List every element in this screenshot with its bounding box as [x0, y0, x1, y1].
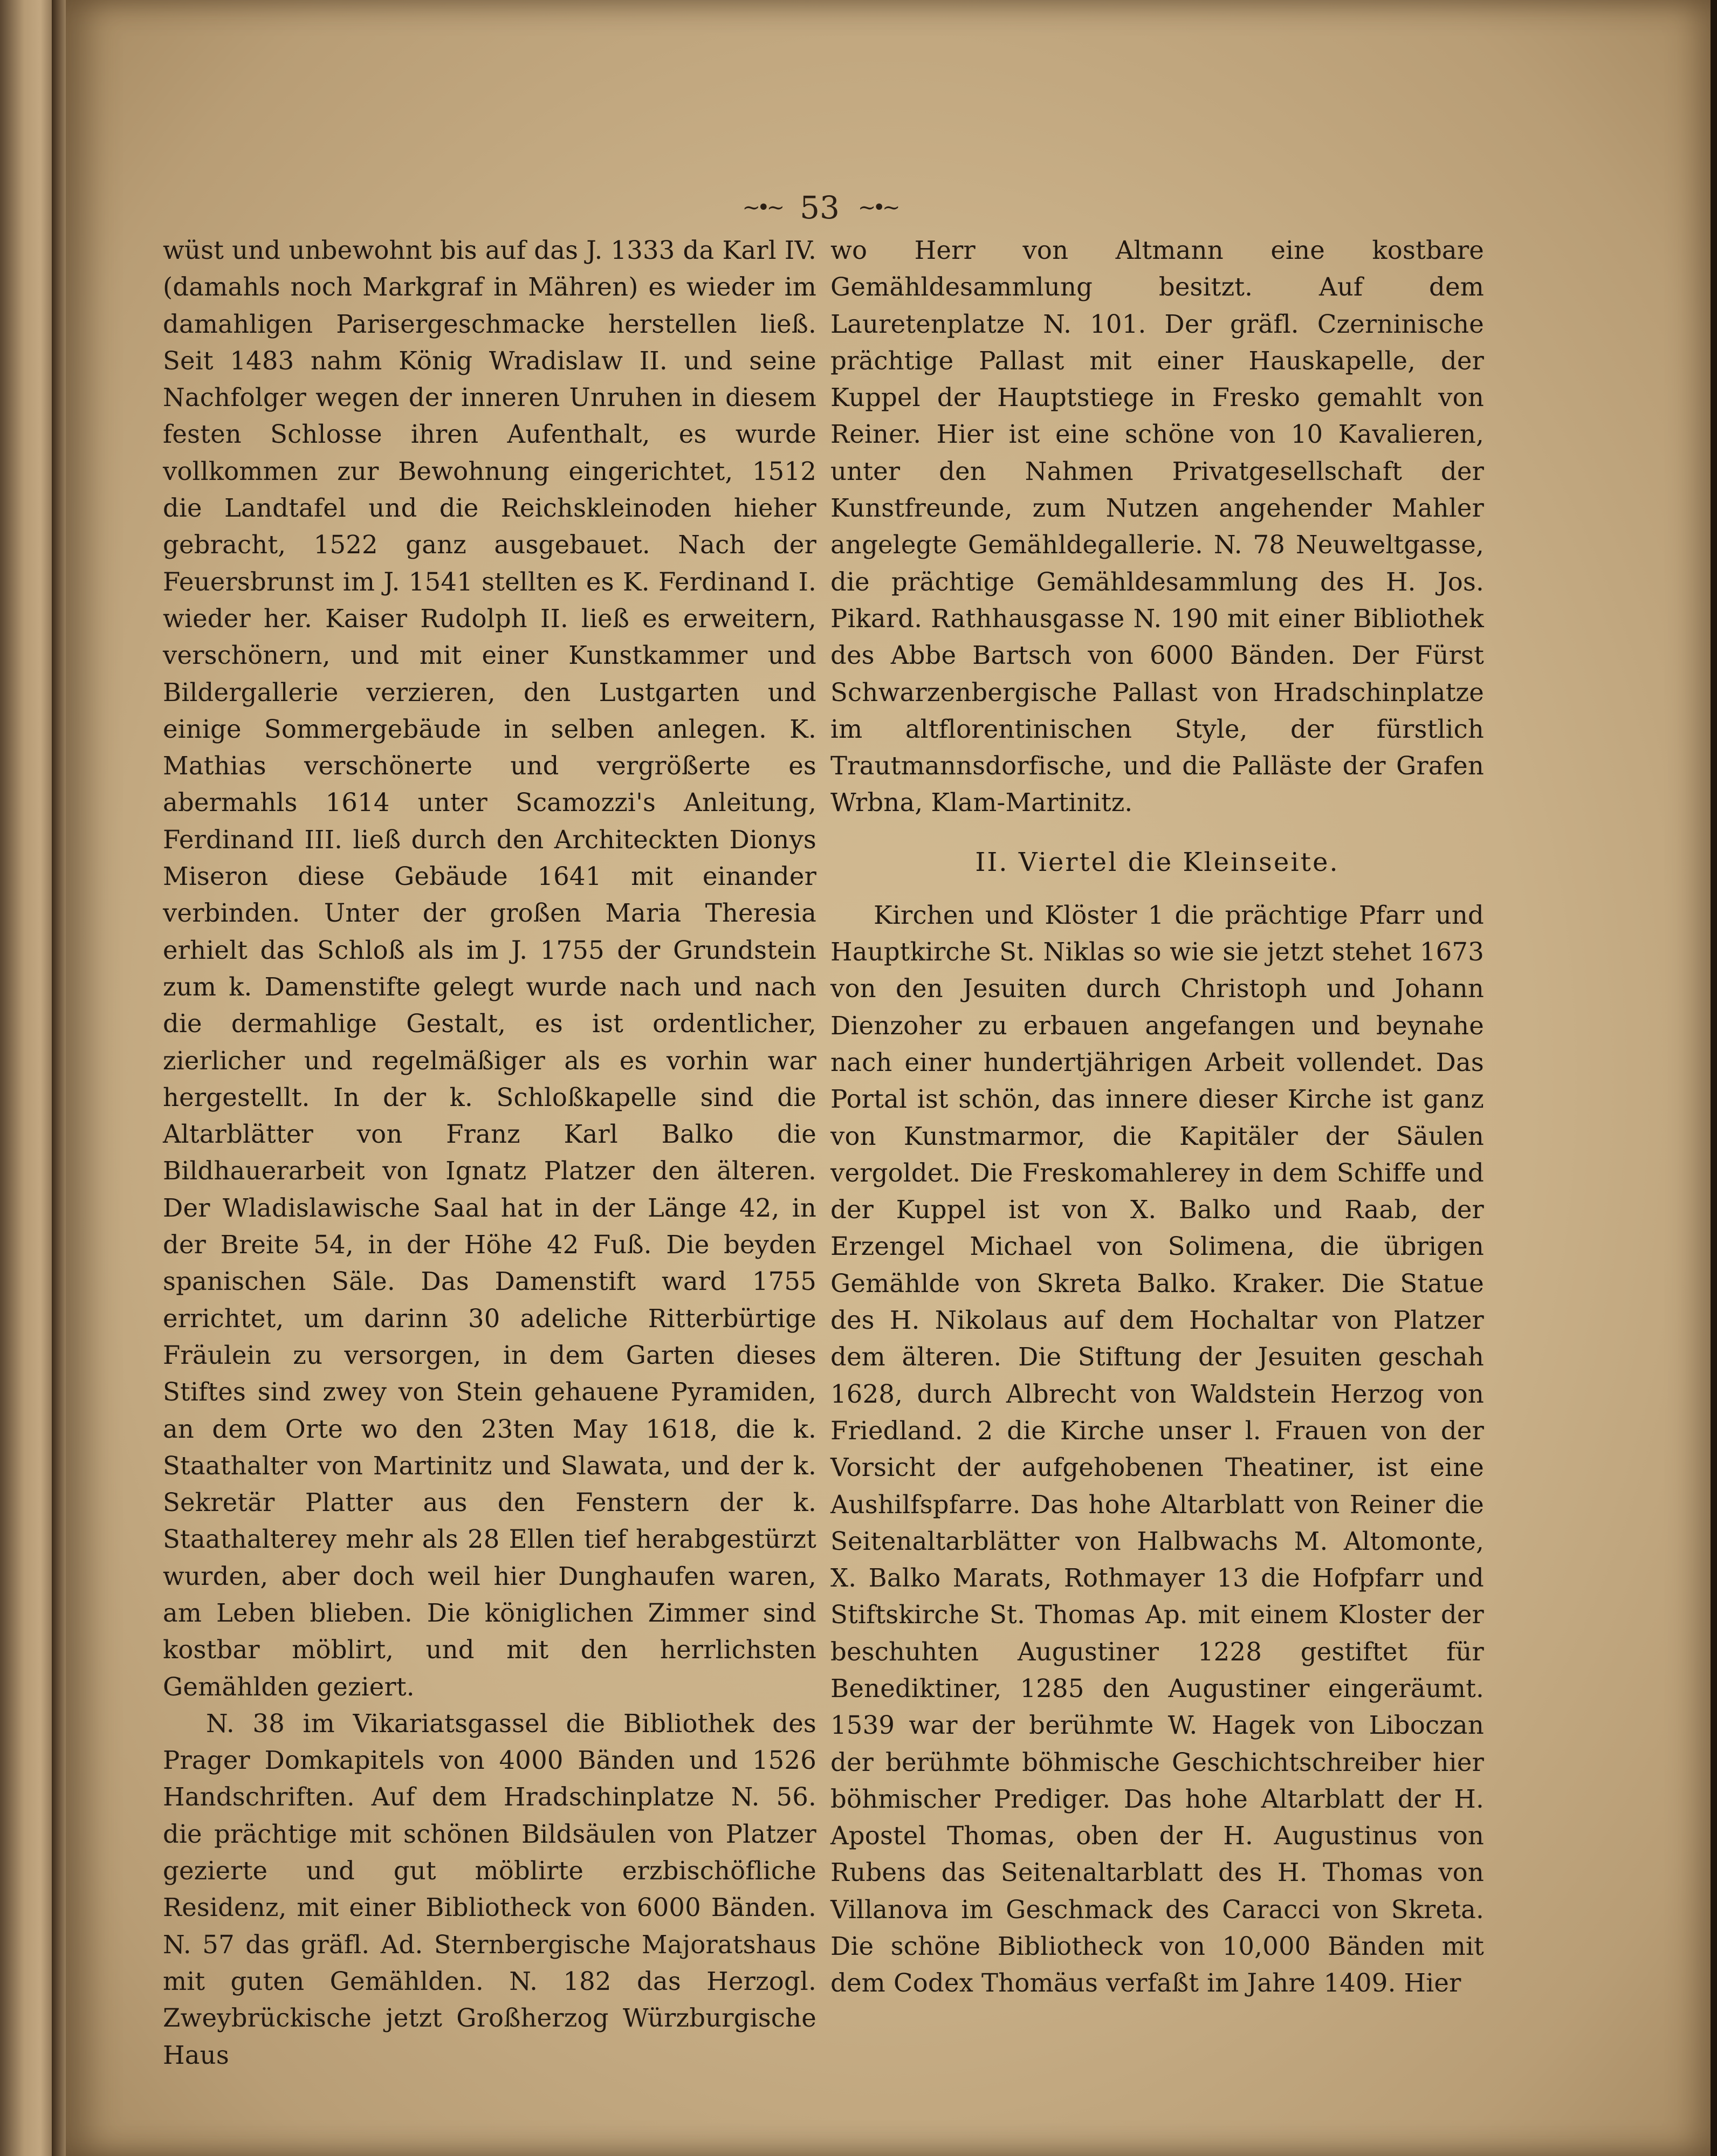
page-header [723, 189, 917, 226]
page-number: 53 [800, 189, 840, 226]
right-paragraph-2: Kirchen und Klöster 1 die prächtige Pfarr und Hauptkirche St. Niklas so wie sie jetzt stehet 1673 von den Jesuiten durch Christoph und Johann Dienzoher zu erbauen angefangen und beynahe nach einer hundertjährigen Arbeit vollendet. Das Portal ist schön, das innere dieser Kirche ist ganz von Kunstmarmor, die Kapitäler der Säulen vergoldet. Die Freskomahlerey in dem Schiffe und der Kuppel ist von X. Balko und Raab, der Erzengel Michael von Solimena, die übrigen Gemählde von Skreta Balko. Kraker. Die Statue des H. Nikolaus auf dem Hochaltar von Platzer dem älteren. Die Stiftung der Jesuiten geschah 1628, durch Albrecht von Waldstein Herzog von Friedland. 2 die Kirche unser l. Frauen von der Vorsicht der aufgehobenen Theatiner, ist eine Aushilfspfarre. Das hohe Altarblatt von Reiner die Seitenaltarblätter von Halbwachs M. Altomonte, X. Balko Marats, Rothmayer 13 die Hofpfarr und Stiftskirche St. Thomas Ap. mit einem Kloster der beschuhten Augustiner 1228 gestiftet für Benediktiner, 1285 den Augustiner eingeräumt. 1539 war der berühmte W. Hagek von Liboczan der berühmte böhmische Geschichtschreiber hier böhmischer Prediger. Das hohe Altarblatt der H. Apostel Thomas, oben der H. Augustinus von Rubens das Seitenaltarblatt des H. Thomas von Villanova im Geschmack des Caracci von Skreta. Die schöne Bibliotheck von 10,000 Bänden mit dem Codex Thomäus verfaßt im Jahre 1409. Hier [830, 900, 1484, 1998]
section-heading: II. Viertel die Kleinseite. [975, 847, 1340, 877]
page-right-edge [1711, 0, 1717, 2156]
ornament-left: ~•~ [742, 195, 782, 220]
left-paragraph-1: wüst und unbewohnt bis auf das J. 1333 da Karl IV. (damahls noch Markgraf in Mähren) es wieder im damahligen Parisergeschmacke herstellen ließ. Seit 1483 nahm König Wradislaw II. und seine Nachfolger wegen der inneren Unruhen in diesem festen Schlosse ihren Aufenthalt, es wurde vollkommen zur Bewohnung eingerichtet, 1512 die Landtafel und die Reichskleinoden hieher gebracht, 1522 ganz ausgebauet. Nach der Feuersbrunst im J. 1541 stellten es K. Ferdinand I. wieder her. Kaiser Rudolph II. ließ es erweitern, verschönern, und mit einer Kunstkammer und Bildergallerie verzieren, den Lustgarten und einige Sommergebäude in selben anlegen. K. Mathias verschönerte und vergrößerte es abermahls 1614 unter Scamozzi's Anleitung, Ferdinand III. ließ durch den Architeckten Dionys Miseron diese Gebäude 1641 mit einander verbinden. Unter der großen Maria Theresia erhielt das Schloß als im J. 1755 der Grundstein zum k. Damenstifte gelegt wurde nach und nach die dermahlige Gestalt, es ist ordentlicher, zierlicher und regelmäßiger als es vorhin war hergestellt. In der k. Schloßkapelle sind die Altarblätter von Franz Karl Balko die Bildhauerarbeit von Ignatz Platzer den älteren. Der Wladislawische Saal hat in der Länge 42, in der Breite 54, in der Höhe 42 Fuß. Die beyden spanischen Säle. Das Damenstift ward 1755 errichtet, um darinn 30 adeliche Ritterbürtige Fräulein zu versorgen, in dem Garten dieses Stiftes sind zwey von Stein gehauene Pyramiden, an dem Orte wo den 23ten May 1618, die k. Staathalter von Martinitz und Slawata, und der k. Sekretär Platter aus den Fenstern der k. Staathalterey mehr als 28 Ellen tief herabgestürzt wurden, aber doch weil hier Dunghaufen waren, am Leben blieben. Die königlichen Zimmer sind kostbar möblirt, und mit den herrlichsten Gemählden geziert. [163, 236, 816, 1701]
right-paragraph-1: wo Herr von Altmann eine kostbare Gemähldesammlung besitzt. Auf dem Lauretenplatze N. 101. Der gräfl. Czerninische prächtige Pallast mit einer Hauskapelle, der Kuppel der Hauptstiege in Fresko gemahlt von Reiner. Hier ist eine schöne von 10 Kavalieren, unter den Nahmen Privatgesellschaft der Kunstfreunde, zum Nutzen angehender Mahler angelegte Gemähldegallerie. N. 78 Neuweltgasse, die prächtige Gemähldesammlung des H. Jos. Pikard. Rathhausgasse N. 190 mit einer Bibliothek des Abbe Bartsch von 6000 Bänden. Der Fürst Schwarzenbergische Pallast von Hradschinplatze im altflorentinischen Style, der fürstlich Trautmannsdorfische, und die Palläste der Grafen Wrbna, Klam-Martinitz. [830, 236, 1484, 818]
right-text-column [830, 232, 1484, 2002]
left-text-column [163, 232, 816, 2073]
ornament-right: ~•~ [857, 195, 897, 220]
left-paragraph-2: N. 38 im Vikariatsgassel die Bibliothek des Prager Domkapitels von 4000 Bänden und 1526 Handschriften. Auf dem Hradschinplatze N. 56. die prächtige mit schönen Bildsäulen von Platzer gezierte und gut möblirte erzbischöfliche Residenz, mit einer Bibliotheck von 6000 Bänden. N. 57 das gräfl. Ad. Sternbergische Majoratshaus mit guten Gemählden. N. 182 das Herzogl. Zweybrückische jetzt Großherzog Würzburgische Haus [163, 1708, 816, 2070]
facing-page-edge [0, 0, 54, 2156]
